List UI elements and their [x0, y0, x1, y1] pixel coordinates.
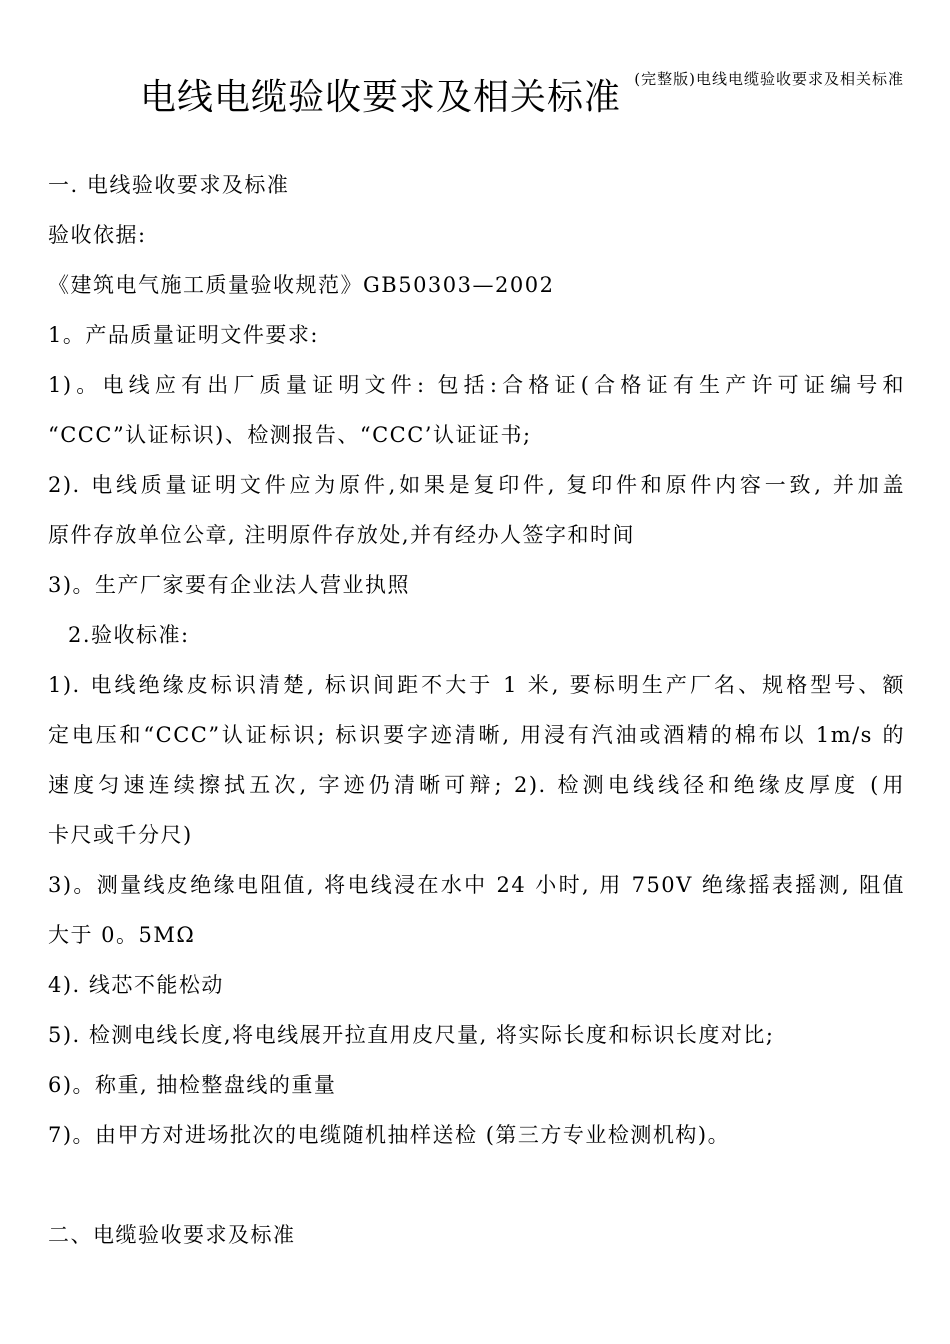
header-note: (完整版)电线电缆验收要求及相关标准	[634, 70, 904, 88]
part-2-item-7: 7)。由甲方对进场批次的电缆随机抽样送检 (第三方专业检测机构)。	[48, 1123, 731, 1147]
part-1-item-2-line-1: 2). 电线质量证明文件应为原件,如果是复印件, 复印件和原件内容一致, 并加盖	[48, 473, 905, 497]
document-title: 电线电缆验收要求及相关标准	[140, 77, 622, 118]
part-2-item-6: 6)。称重, 抽检整盘线的重量	[48, 1073, 337, 1097]
part-1-heading: 1。产品质量证明文件要求:	[48, 323, 319, 347]
part-1-item-3: 3)。生产厂家要有企业法人营业执照	[48, 573, 411, 597]
part-2-item-1-line-3: 速度匀速连续擦拭五次, 字迹仍清晰可辩; 2). 检测电线线径和绝缘皮厚度 (用	[48, 773, 905, 797]
part-2-item-3-line-1: 3)。测量线皮绝缘电阻值, 将电线浸在水中 24 小时, 用 750V 绝缘摇表摇测, 阻值	[48, 873, 905, 897]
document-body	[48, 160, 905, 1260]
basis-standard: 《建筑电气施工质量验收规范》GB50303—2002	[48, 273, 555, 297]
section-2-heading: 二、电缆验收要求及标准	[48, 1223, 296, 1247]
part-2-item-1-line-1: 1). 电线绝缘皮标识清楚, 标识间距不大于 1 米, 要标明生产厂名、规格型号、额	[48, 673, 905, 697]
part-1-item-1-line-1: 1)。电线应有出厂质量证明文件: 包括:合格证(合格证有生产许可证编号和	[48, 373, 905, 397]
part-2-heading: 2.验收标准:	[68, 623, 190, 647]
part-2-item-3-line-2: 大于 0。5MΩ	[48, 923, 196, 947]
basis-label: 验收依据:	[48, 223, 147, 247]
part-1-item-1-line-2: “CCC”认证标识)、检测报告、“CCC’认证证书;	[48, 423, 532, 447]
part-1-item-2-line-2: 原件存放单位公章, 注明原件存放处,并有经办人签字和时间	[48, 523, 636, 547]
part-2-item-1-line-4: 卡尺或千分尺)	[48, 823, 193, 847]
part-2-item-5: 5). 检测电线长度,将电线展开拉直用皮尺量, 将实际长度和标识长度对比;	[48, 1023, 775, 1047]
part-2-item-4: 4). 线芯不能松动	[48, 973, 224, 997]
section-1-heading: 一. 电线验收要求及标准	[48, 173, 290, 197]
part-2-item-1-line-2: 定电压和“CCC”认证标识; 标识要字迹清晰, 用浸有汽油或酒精的棉布以 1m/s 的	[48, 723, 905, 747]
section-spacer	[48, 1160, 905, 1210]
